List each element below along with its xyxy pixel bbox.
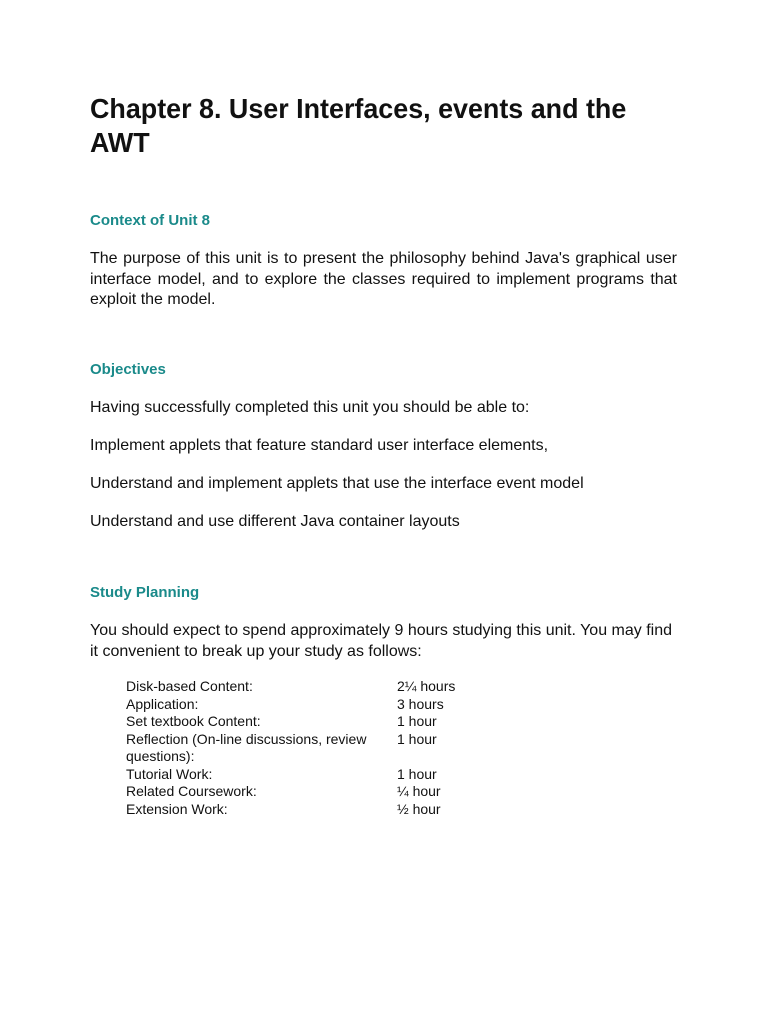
- study-plan-time: 1 hour: [397, 730, 437, 747]
- study-plan-time: 1 hour: [397, 765, 437, 782]
- study-plan-row: [126, 678, 466, 696]
- study-plan-activity: Related Coursework:: [126, 783, 257, 799]
- study-plan-activity: Tutorial Work:: [126, 765, 213, 782]
- study-plan-table: [126, 678, 466, 818]
- study-plan-row: [126, 801, 466, 819]
- objective-item: Understand and use different Java container layouts: [90, 513, 460, 530]
- study-plan-time: 2¼ hours: [397, 678, 456, 694]
- objectives-intro: Having successfully completed this unit you should be able to:: [90, 399, 530, 416]
- study-plan-row: [126, 783, 466, 801]
- study-plan-time: ¼ hour: [397, 783, 441, 799]
- study-planning-intro: You should expect to spend approximately 9 hours studying this unit. You may find it convenient to break up your study as follows:: [90, 622, 673, 660]
- study-plan-activity: Disk-based Content:: [126, 678, 253, 694]
- study-planning-heading: Study Planning: [90, 584, 200, 601]
- objective-item: Implement applets that feature standard user interface elements,: [90, 437, 549, 454]
- study-plan-row: [126, 696, 466, 714]
- context-paragraph: The purpose of this unit is to present the philosophy behind Java's graphical user interface model, and to explore the classes required to implement programs that exploit the model.: [90, 250, 677, 308]
- study-plan-time: 1 hour: [397, 713, 437, 729]
- study-plan-activity: Reflection (On-line discussions, review questions):: [126, 730, 367, 764]
- study-plan-row: [126, 731, 466, 766]
- study-plan-activity: Extension Work:: [126, 800, 228, 817]
- study-plan-activity: Application:: [126, 695, 199, 712]
- objectives-heading: Objectives: [90, 361, 166, 378]
- objective-item: Understand and implement applets that use the interface event model: [90, 475, 584, 492]
- study-plan-row: [126, 713, 466, 731]
- study-plan-row: [126, 766, 466, 784]
- context-heading: Context of Unit 8: [90, 212, 210, 229]
- chapter-title: Chapter 8. User Interfaces, events and the AWT: [90, 93, 627, 158]
- study-plan-time: ½ hour: [397, 800, 441, 817]
- study-plan-time: 3 hours: [397, 695, 444, 712]
- study-plan-activity: Set textbook Content:: [126, 713, 261, 729]
